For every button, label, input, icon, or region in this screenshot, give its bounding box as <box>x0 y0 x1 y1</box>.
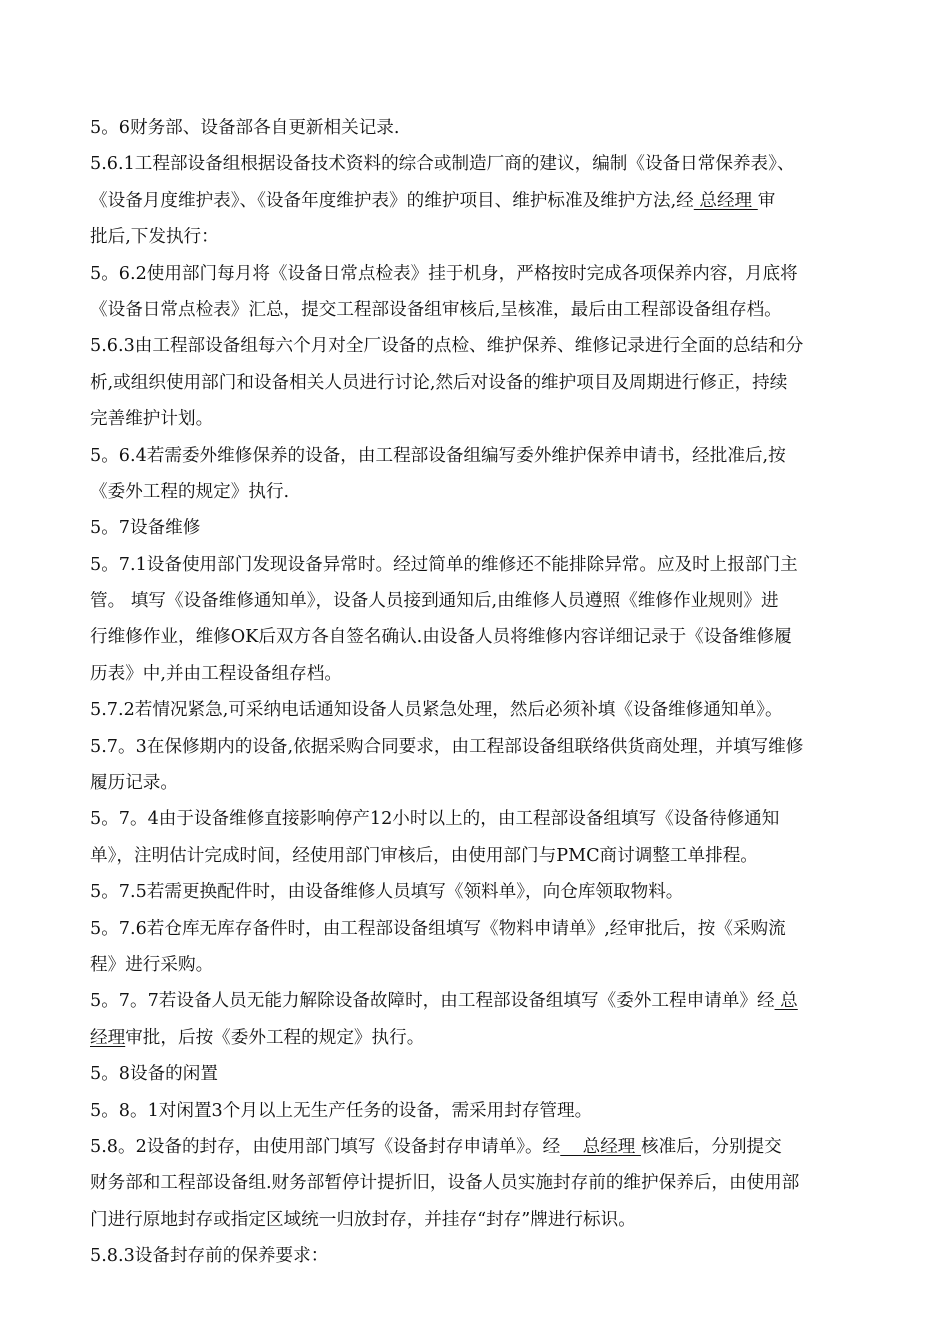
text: 5。7.1设备使用部门发现设备异常时。经过简单的维修还不能排除异常。应及时上报部门主 <box>90 554 798 575</box>
line-8 <box>90 365 870 401</box>
text: 5。7.5若需更换配件时，由设备维修人员填写《领料单》，向仓库领取物料。 <box>90 882 684 903</box>
text: 管。 填写《设备维修通知单》，设备人员接到通知后,由维修人员遵照《维修作业规则》进 <box>90 591 779 612</box>
text: 5.8。2设备的封存，由使用部门填写《设备封存申请单》。经 <box>90 1136 561 1157</box>
line-18 <box>90 729 870 765</box>
line-30 <box>90 1165 870 1201</box>
text: 5。6.2使用部门每月将《设备日常点检表》挂于机身，严格按时完成各项保养内容，月底将 <box>90 263 798 284</box>
line-7 <box>90 328 870 364</box>
line-27 <box>90 1056 870 1092</box>
text: 履历记录。 <box>90 773 178 794</box>
text: 核准后，分别提交 <box>640 1136 782 1157</box>
line-29 <box>90 1129 870 1165</box>
text: 5。6.4若需委外维修保养的设备，由工程部设备组编写委外维护保养申请书，经批准后,按 <box>90 445 786 466</box>
line-25 <box>90 983 870 1019</box>
line-32 <box>90 1238 870 1274</box>
text: 5。7。4由于设备维修直接影响停产12小时以上的，由工程部设备组填写《设备待修通知 <box>90 809 780 830</box>
line-22 <box>90 874 870 910</box>
line-4 <box>90 219 870 255</box>
document-body <box>90 110 870 1275</box>
line-6 <box>90 292 870 328</box>
line-9 <box>90 401 870 437</box>
line-13 <box>90 547 870 583</box>
text: 5.6.1工程部设备组根据设备技术资料的综合或制造厂商的建议，编制《设备日常保养表》、 <box>90 154 795 175</box>
text: 5。7。7若设备人员无能力解除设备故障时，由工程部设备组填写《委外工程申请单》经 <box>90 991 775 1012</box>
line-15 <box>90 619 870 655</box>
line-21 <box>90 838 870 874</box>
line-20 <box>90 801 870 837</box>
line-2 <box>90 146 870 182</box>
underlined-approver: 总 <box>774 991 798 1012</box>
text: 批后,下发执行： <box>90 227 219 248</box>
line-17 <box>90 692 870 728</box>
line-16 <box>90 656 870 692</box>
line-19 <box>90 765 870 801</box>
line-10 <box>90 438 870 474</box>
text: 5。6财务部、设备部各自更新相关记录. <box>90 118 400 138</box>
line-3 <box>90 183 870 219</box>
text: 审批，后按《委外工程的规定》执行。 <box>125 1027 425 1048</box>
section-heading: 5。7设备维修 <box>90 518 201 539</box>
line-11 <box>90 474 870 510</box>
text: 门进行原地封存或指定区域统一归放封存，并挂存“封存”牌进行标识。 <box>90 1209 636 1230</box>
underlined-approver: 总经理 <box>560 1136 641 1157</box>
line-23 <box>90 911 870 947</box>
text: 财务部和工程部设备组.财务部暂停计提折旧，设备人员实施封存前的维护保养后，由使用部 <box>90 1173 800 1194</box>
line-1 <box>90 110 870 146</box>
underlined-approver: 经理 <box>90 1027 126 1048</box>
text: 《设备日常点检表》汇总，提交工程部设备组审核后,呈核准，最后由工程部设备组存档。 <box>90 299 782 320</box>
line-28 <box>90 1093 870 1129</box>
text: 完善维护计划。 <box>90 409 214 430</box>
text: 析,或组织使用部门和设备相关人员进行讨论,然后对设备的维护项目及周期进行修正，持续 <box>90 372 788 393</box>
text: 5.8.3设备封存前的保养要求： <box>90 1246 329 1267</box>
text: 历表》中,并由工程设备组存档。 <box>90 663 342 684</box>
line-5 <box>90 256 870 292</box>
text: 行维修作业，维修OK后双方各自签名确认.由设备人员将维修内容详细记录于《设备维修履 <box>90 627 792 648</box>
line-24 <box>90 947 870 983</box>
text: 5.6.3由工程部设备组每六个月对全厂设备的点检、维护保养、维修记录进行全面的总结和分 <box>90 336 804 357</box>
section-heading: 5。8设备的闲置 <box>90 1064 218 1085</box>
underlined-approver: 总经理 <box>693 190 758 211</box>
text: 5.7。3在保修期内的设备,依据采购合同要求，由工程部设备组联络供货商处理，并填写维修 <box>90 736 804 757</box>
text: 5.7.2若情况紧急,可采纳电话通知设备人员紧急处理，然后必须补填《设备维修通知单》。 <box>90 700 783 721</box>
line-26 <box>90 1020 870 1056</box>
line-12 <box>90 510 870 546</box>
text: 单》，注明估计完成时间，经使用部门审核后，由使用部门与PMC商讨调整工单排程。 <box>90 845 758 866</box>
line-14 <box>90 583 870 619</box>
text: 审 <box>757 190 776 211</box>
text: 5。7.6若仓库无库存备件时，由工程部设备组填写《物料申请单》,经审批后，按《采购流 <box>90 918 786 939</box>
text: 程》进行采购。 <box>90 954 214 975</box>
line-31 <box>90 1202 870 1238</box>
text: 5。8。1对闲置3个月以上无生产任务的设备，需采用封存管理。 <box>90 1100 593 1121</box>
text: 《委外工程的规定》执行. <box>90 481 290 502</box>
text: 《设备月度维护表》、《设备年度维护表》的维护项目、维护标准及维护方法,经 <box>90 190 694 211</box>
